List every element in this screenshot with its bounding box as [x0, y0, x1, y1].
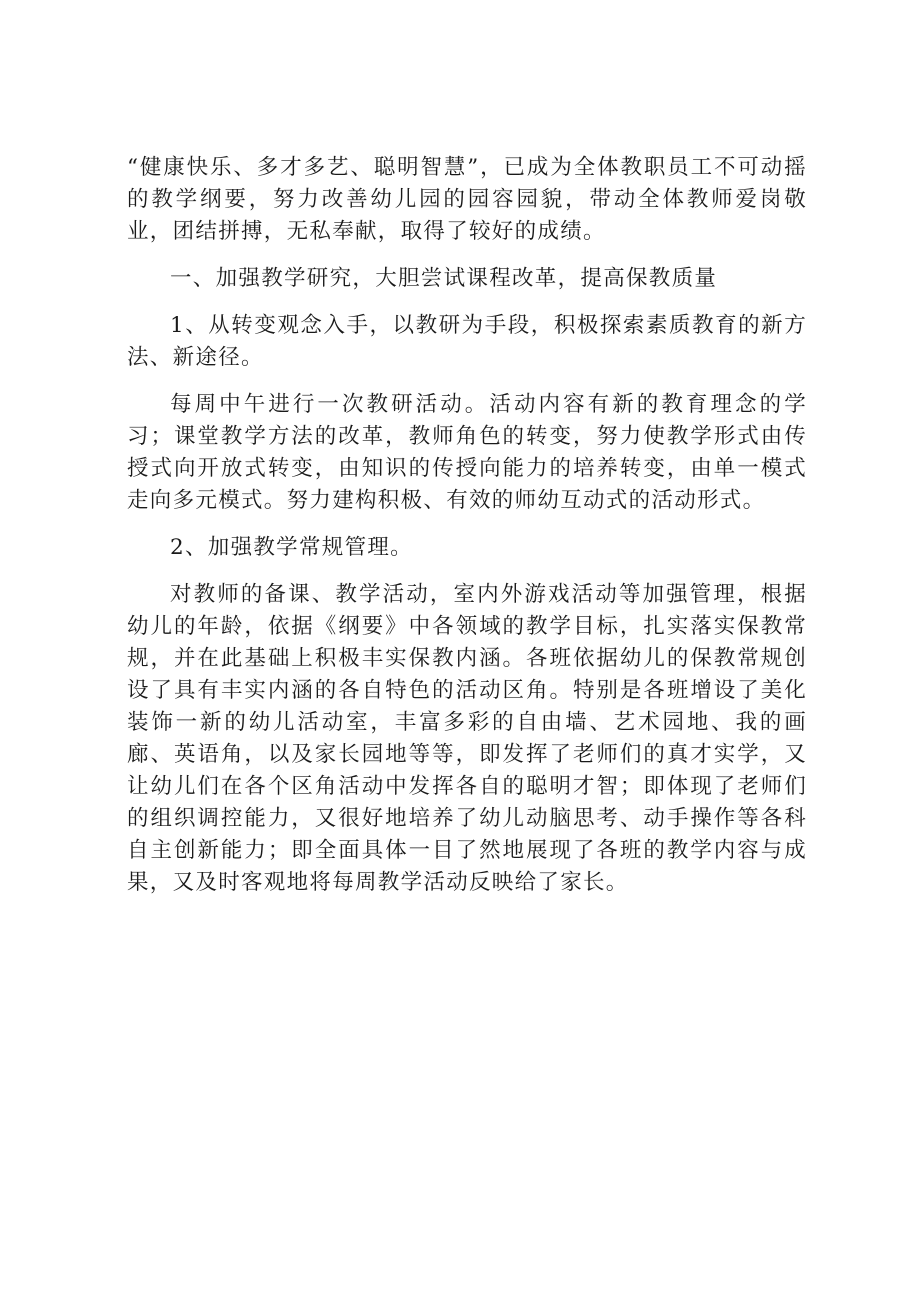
subheading-1: 1、从转变观念入手，以教研为手段，积极探索素质教育的新方法、新途径。 — [127, 313, 807, 370]
paragraph-research: 每周中午进行一次教研活动。活动内容有新的教育理念的学习；课堂教学方法的改革，教师角色的转变，努力使教学形式由传授式向开放式转变，由知识的传授向能力的培养转变，由单一模式走向多元模式。努力建构积极、有效的师幼互动式的活动形式。 — [127, 392, 807, 513]
paragraph-management: 对教师的备课、教学活动，室内外游戏活动等加强管理，根据幼儿的年龄，依据《纲要》中各领域的教学目标，扎实落实保教常规，并在此基础上积极丰实保教内涵。各班依据幼儿的保教常规创设了具有丰实内涵的各自特色的活动区角。特别是各班增设了美化装饰一新的幼儿活动室，丰富多彩的自由墙、艺术园地、我的画廊、英语角，以及家长园地等等，即发挥了老师们的真才实学，又让幼儿们在各个区角活动中发挥各自的聪明才智；即体现了老师们的组织调控能力，又很好地培养了幼儿动脑思考、动手操作等各科自主创新能力；即全面具体一目了然地展现了各班的教学内容与成果，又及时客观地将每周教学活动反映给了家长。 — [127, 582, 807, 895]
document-body — [127, 152, 807, 914]
subheading-2: 2、加强教学常规管理。 — [170, 535, 413, 560]
paragraph-intro: “健康快乐、多才多艺、聪明智慧”，已成为全体教职员工不可动摇的教学纲要，努力改善幼儿园的园容园貌，带动全体教师爱岗敬业，团结拼搏，无私奉献，取得了较好的成绩。 — [127, 155, 807, 244]
section-heading-1: 一、加强教学研究，大胆尝试课程改革，提高保教质量 — [170, 266, 718, 291]
